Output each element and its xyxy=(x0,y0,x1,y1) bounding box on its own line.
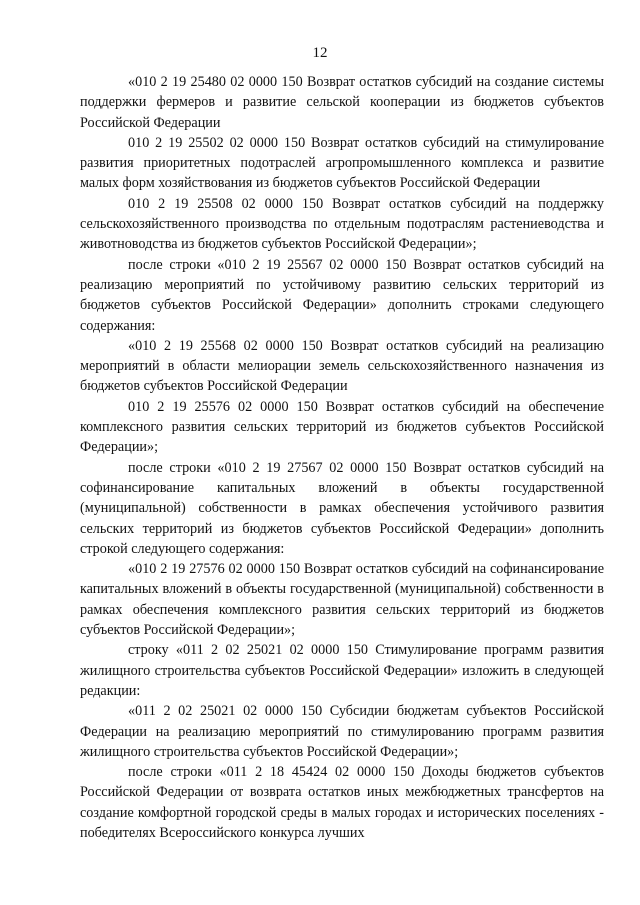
paragraph-6: 010 2 19 25576 02 0000 150 Возврат остатков субсидий на обеспечение комплексного развития сельских территорий из бюджетов субъектов Российской Федерации»; xyxy=(80,398,604,456)
paragraph-9: строку «011 2 02 25021 02 0000 150 Стимулирование программ развития жилищного строительства субъектов Российской Федерации» изложить в следующей редакции: xyxy=(80,642,604,699)
paragraph-5: «010 2 19 25568 02 0000 150 Возврат остатков субсидий на реализацию мероприятий в области мелиорации земель сельскохозяйственного назначения из бюджетов субъектов Российской Федерации xyxy=(80,337,604,395)
paragraph-7: после строки «010 2 19 27567 02 0000 150 Возврат остатков субсидий на софинансирование капитальных вложений в объекты государственной (муниципальной) собственности в рамках обеспечения устойчивого развития сельских территорий из бюджетов субъектов Российской Федерации» дополнить строкой следующего содержания: xyxy=(80,459,604,557)
paragraph-4: после строки «010 2 19 25567 02 0000 150 Возврат остатков субсидий на реализацию мероприятий по устойчивому развитию сельских территорий из бюджетов субъектов Российской Федерации» дополнить строками следующего содержания: xyxy=(80,256,604,334)
paragraph-2: 010 2 19 25502 02 0000 150 Возврат остатков субсидий на стимулирование развития приоритетных подотраслей агропромышленного комплекса и развитие малых форм хозяйствования из бюджетов субъектов Российской Федерации xyxy=(80,134,604,192)
paragraph-8: «010 2 19 27576 02 0000 150 Возврат остатков субсидий на софинансирование капитальных вложений в объекты государственной (муниципальной) собственности в рамках обеспечения комплексного развития сельских территорий из бюджетов субъектов Российской Федерации»; xyxy=(80,561,604,639)
paragraph-10: «011 2 02 25021 02 0000 150 Субсидии бюджетам субъектов Российской Федерации на реализацию мероприятий по стимулированию программ развития жилищного строительства субъектов Российской Федерации»; xyxy=(80,703,604,760)
paragraph-11: после строки «011 2 18 45424 02 0000 150 Доходы бюджетов субъектов Российской Федерации от возврата остатков иных межбюджетных трансфертов на создание комфортной городской среды в малых городах и исторических поселениях - победителях Всероссийского конкурса лучших xyxy=(80,764,604,841)
page-number: 12 xyxy=(312,45,328,61)
document-body xyxy=(80,72,604,843)
paragraph-3: 010 2 19 25508 02 0000 150 Возврат остатков субсидий на поддержку сельскохозяйственного производства по отдельным подотраслям растениеводства и животноводства из бюджетов субъектов Российской Федерации»; xyxy=(80,195,604,253)
paragraph-1: «010 2 19 25480 02 0000 150 Возврат остатков субсидий на создание системы поддержки фермеров и развитие сельской кооперации из бюджетов субъектов Российской Федерации xyxy=(80,74,604,131)
